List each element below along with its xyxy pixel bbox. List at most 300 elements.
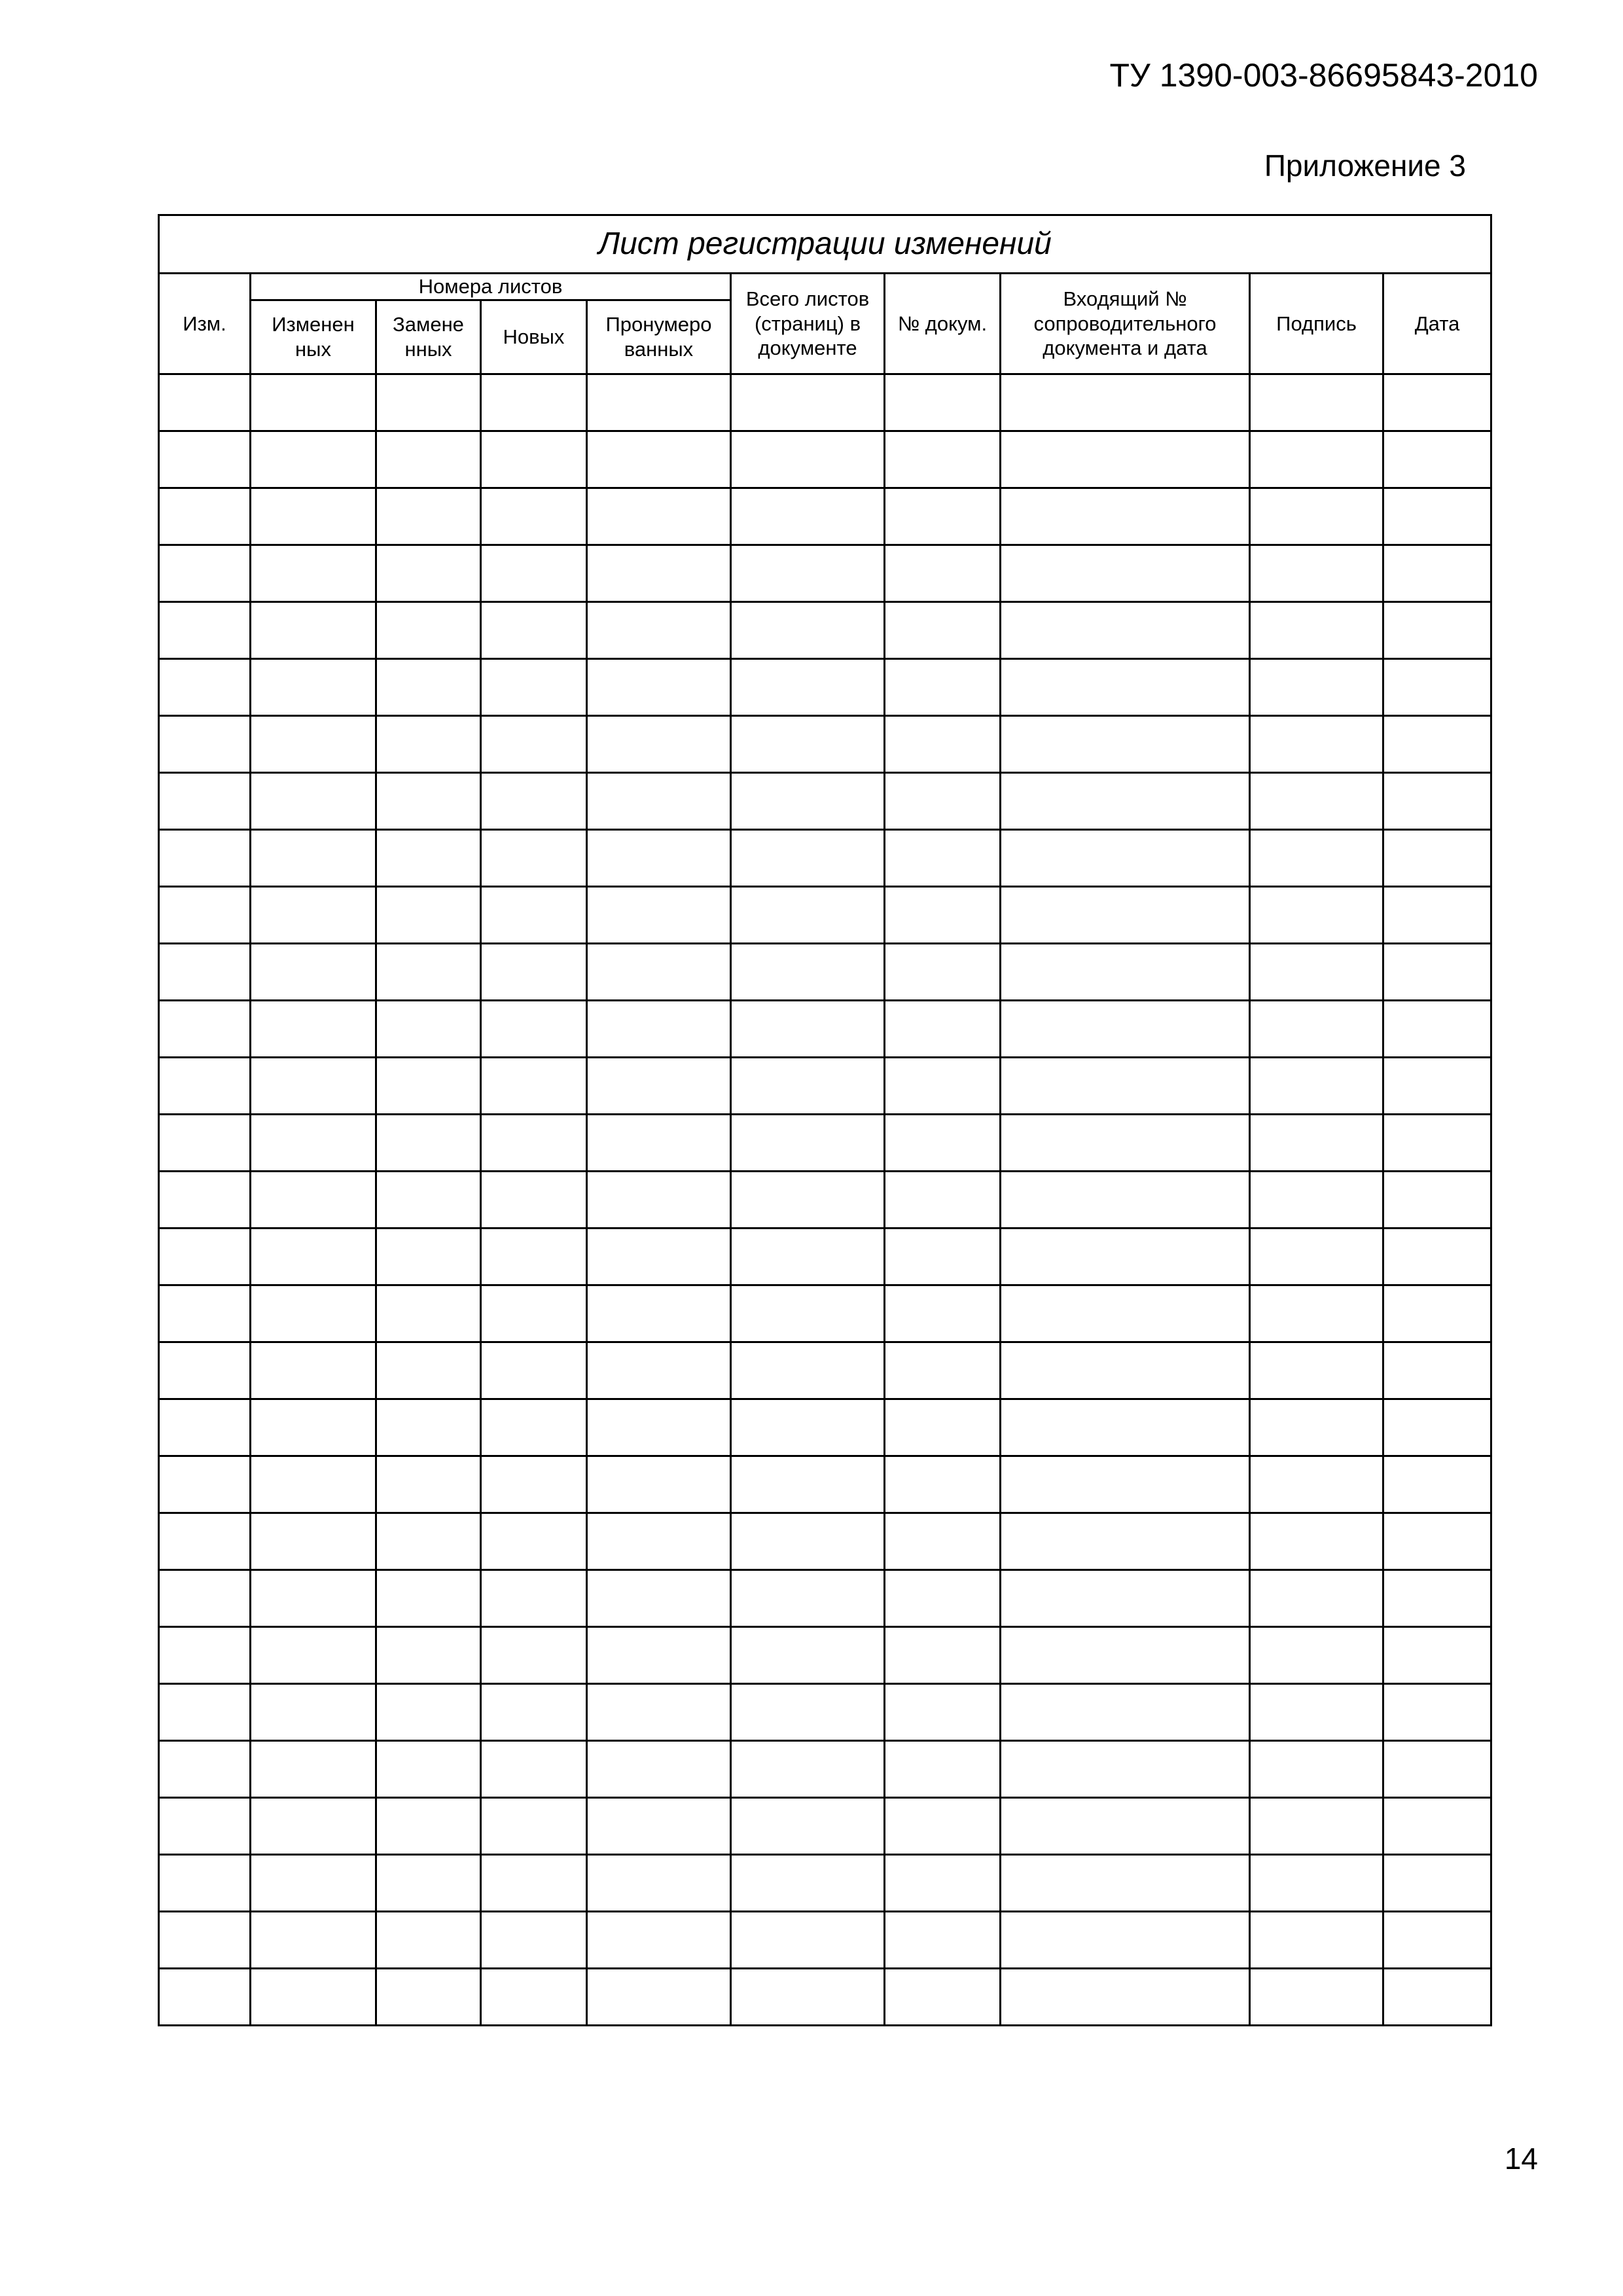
table-cell xyxy=(481,1626,587,1683)
table-cell xyxy=(251,545,376,601)
table-cell xyxy=(1001,715,1250,772)
table-cell xyxy=(1250,772,1383,829)
table-cell xyxy=(885,1911,1001,1968)
table-cell xyxy=(1001,829,1250,886)
table-cell xyxy=(251,1911,376,1968)
table-cell xyxy=(731,374,885,431)
table-cell xyxy=(1250,1000,1383,1057)
table-cell xyxy=(251,1740,376,1797)
table-cell xyxy=(376,658,481,715)
table-cell xyxy=(587,829,731,886)
table-cell xyxy=(481,1285,587,1342)
table-cell xyxy=(1001,1854,1250,1911)
table-cell xyxy=(251,772,376,829)
table-cell xyxy=(159,1626,251,1683)
table-row xyxy=(159,601,1491,658)
table-row xyxy=(159,1285,1491,1342)
table-cell xyxy=(376,829,481,886)
table-cell xyxy=(885,772,1001,829)
table-cell xyxy=(376,1057,481,1114)
table-cell xyxy=(376,772,481,829)
table-cell xyxy=(481,601,587,658)
table-cell xyxy=(481,1854,587,1911)
table-cell xyxy=(159,545,251,601)
table-cell xyxy=(481,1513,587,1570)
table-cell xyxy=(1383,1626,1491,1683)
table-cell xyxy=(481,886,587,943)
table-cell xyxy=(587,1285,731,1342)
table-cell xyxy=(481,1968,587,2025)
table-cell xyxy=(1001,1114,1250,1171)
table-cell xyxy=(1383,1171,1491,1228)
page-number: 14 xyxy=(1504,2142,1538,2176)
table-cell xyxy=(1383,1854,1491,1911)
table-cell xyxy=(376,1854,481,1911)
document-code: ТУ 1390-003-86695843-2010 xyxy=(1109,57,1538,94)
table-cell xyxy=(1001,1570,1250,1626)
table-cell xyxy=(481,1740,587,1797)
table-row xyxy=(159,431,1491,488)
table-cell xyxy=(731,1342,885,1399)
table-cell xyxy=(885,829,1001,886)
table-cell xyxy=(159,1797,251,1854)
header-incoming-document: Входящий № сопроводительного документа и дата xyxy=(1001,274,1250,374)
table-cell xyxy=(159,658,251,715)
table-cell xyxy=(1001,1513,1250,1570)
table-cell xyxy=(1250,1057,1383,1114)
table-cell xyxy=(1250,488,1383,545)
header-new: Новых xyxy=(481,300,587,374)
table-cell xyxy=(481,1399,587,1456)
table-cell xyxy=(159,1399,251,1456)
table-cell xyxy=(159,1285,251,1342)
table-cell xyxy=(885,1683,1001,1740)
table-cell xyxy=(251,658,376,715)
table-row xyxy=(159,886,1491,943)
table-cell xyxy=(251,829,376,886)
table-cell xyxy=(587,1911,731,1968)
table-cell xyxy=(159,1513,251,1570)
table-cell xyxy=(481,1114,587,1171)
table-cell xyxy=(885,1456,1001,1513)
table-cell xyxy=(1383,545,1491,601)
table-cell xyxy=(587,1456,731,1513)
table-cell xyxy=(885,1057,1001,1114)
table-cell xyxy=(1250,1285,1383,1342)
table-cell xyxy=(376,1171,481,1228)
table-cell xyxy=(376,1797,481,1854)
table-cell xyxy=(481,658,587,715)
table-cell xyxy=(159,715,251,772)
table-cell xyxy=(251,601,376,658)
table-row xyxy=(159,1854,1491,1911)
table-cell xyxy=(1001,1683,1250,1740)
table-cell xyxy=(731,1911,885,1968)
table-cell xyxy=(885,1626,1001,1683)
table-cell xyxy=(251,1000,376,1057)
table-cell xyxy=(159,943,251,1000)
table-cell xyxy=(159,829,251,886)
table-cell xyxy=(159,886,251,943)
table-cell xyxy=(731,1057,885,1114)
table-cell xyxy=(251,1513,376,1570)
table-cell xyxy=(376,943,481,1000)
table-cell xyxy=(731,658,885,715)
table-cell xyxy=(1383,658,1491,715)
table-cell xyxy=(885,1570,1001,1626)
table-cell xyxy=(1250,545,1383,601)
header-total-sheets: Всего листов (страниц) в документе xyxy=(731,274,885,374)
table-row xyxy=(159,1626,1491,1683)
table-cell xyxy=(376,1114,481,1171)
table-cell xyxy=(1001,1399,1250,1456)
table-cell xyxy=(731,1114,885,1171)
table-cell xyxy=(885,1342,1001,1399)
table-cell xyxy=(885,488,1001,545)
table-cell xyxy=(587,1740,731,1797)
table-cell xyxy=(1383,1740,1491,1797)
table-cell xyxy=(1250,1171,1383,1228)
table-cell xyxy=(731,1171,885,1228)
table-cell xyxy=(1383,1228,1491,1285)
table-cell xyxy=(587,545,731,601)
table-cell xyxy=(885,545,1001,601)
table-cell xyxy=(587,715,731,772)
table-cell xyxy=(376,1570,481,1626)
table-row xyxy=(159,1797,1491,1854)
table-cell xyxy=(376,886,481,943)
table-cell xyxy=(731,1626,885,1683)
table-cell xyxy=(885,1968,1001,2025)
table-cell xyxy=(1001,886,1250,943)
table-cell xyxy=(731,1285,885,1342)
table-cell xyxy=(481,1911,587,1968)
table-cell xyxy=(1250,374,1383,431)
table-cell xyxy=(481,943,587,1000)
table-cell xyxy=(587,1513,731,1570)
table-cell xyxy=(376,1399,481,1456)
table-cell xyxy=(731,1740,885,1797)
table-cell xyxy=(587,1114,731,1171)
table-cell xyxy=(1250,1513,1383,1570)
table-cell xyxy=(1383,715,1491,772)
table-cell xyxy=(731,1683,885,1740)
table-cell xyxy=(251,431,376,488)
table-cell xyxy=(481,1570,587,1626)
table-cell xyxy=(251,1968,376,2025)
table-cell xyxy=(885,658,1001,715)
table-cell xyxy=(587,1228,731,1285)
table-cell xyxy=(1001,1228,1250,1285)
table-cell xyxy=(731,715,885,772)
table-cell xyxy=(731,601,885,658)
table-row xyxy=(159,1740,1491,1797)
table-row xyxy=(159,1968,1491,2025)
table-cell xyxy=(159,772,251,829)
table-cell xyxy=(1383,886,1491,943)
header-sheet-numbers: Номера листов xyxy=(251,274,731,300)
table-cell xyxy=(159,431,251,488)
table-cell xyxy=(1001,1797,1250,1854)
table-row xyxy=(159,374,1491,431)
table-cell xyxy=(885,886,1001,943)
table-cell xyxy=(587,488,731,545)
table-body xyxy=(159,374,1491,2025)
table-row xyxy=(159,1228,1491,1285)
table-cell xyxy=(1383,943,1491,1000)
table-cell xyxy=(1001,601,1250,658)
table-cell xyxy=(251,1456,376,1513)
table-cell xyxy=(1001,1057,1250,1114)
table-cell xyxy=(159,488,251,545)
table-cell xyxy=(731,1968,885,2025)
table-cell xyxy=(481,488,587,545)
table-cell xyxy=(1250,1626,1383,1683)
table-cell xyxy=(159,1057,251,1114)
table-cell xyxy=(1001,1000,1250,1057)
table-cell xyxy=(1250,1114,1383,1171)
table-cell xyxy=(1001,1171,1250,1228)
table-cell xyxy=(731,1456,885,1513)
table-cell xyxy=(1383,1911,1491,1968)
table-cell xyxy=(1250,1228,1383,1285)
table-row xyxy=(159,829,1491,886)
table-cell xyxy=(159,1911,251,1968)
table-cell xyxy=(1250,886,1383,943)
table-cell xyxy=(159,1228,251,1285)
table-cell xyxy=(251,1342,376,1399)
table-cell xyxy=(481,1456,587,1513)
table-cell xyxy=(159,374,251,431)
table-cell xyxy=(159,1740,251,1797)
table-cell xyxy=(587,1057,731,1114)
table-cell xyxy=(376,1911,481,1968)
table-cell xyxy=(731,1000,885,1057)
table-cell xyxy=(481,1683,587,1740)
header-signature: Подпись xyxy=(1250,274,1383,374)
table-cell xyxy=(587,431,731,488)
table-cell xyxy=(1001,431,1250,488)
table-cell xyxy=(376,1683,481,1740)
table-cell xyxy=(1250,658,1383,715)
table-cell xyxy=(251,1171,376,1228)
table-cell xyxy=(159,1114,251,1171)
table-row xyxy=(159,1057,1491,1114)
table-row xyxy=(159,658,1491,715)
table-cell xyxy=(251,1057,376,1114)
table-cell xyxy=(159,1000,251,1057)
table-cell xyxy=(159,1854,251,1911)
table-cell xyxy=(1001,1456,1250,1513)
table-cell xyxy=(731,1854,885,1911)
change-registration-table xyxy=(158,214,1492,2026)
table-row xyxy=(159,715,1491,772)
table-cell xyxy=(481,829,587,886)
table-cell xyxy=(1383,1968,1491,2025)
table-cell xyxy=(885,1000,1001,1057)
table-cell xyxy=(159,1456,251,1513)
table-cell xyxy=(251,886,376,943)
table-cell xyxy=(587,601,731,658)
table-cell xyxy=(1383,374,1491,431)
table-cell xyxy=(376,1342,481,1399)
table-cell xyxy=(251,1114,376,1171)
header-renumbered: Пронумеро ванных xyxy=(587,300,731,374)
table-cell xyxy=(481,374,587,431)
table-cell xyxy=(587,886,731,943)
table-cell xyxy=(885,1171,1001,1228)
table-cell xyxy=(885,374,1001,431)
table-cell xyxy=(1383,1399,1491,1456)
table-cell xyxy=(731,488,885,545)
table-cell xyxy=(885,431,1001,488)
table-cell xyxy=(587,1000,731,1057)
table-cell xyxy=(731,1513,885,1570)
table-cell xyxy=(376,1740,481,1797)
table-cell xyxy=(1250,715,1383,772)
table-cell xyxy=(251,715,376,772)
table-row xyxy=(159,1342,1491,1399)
table-cell xyxy=(481,545,587,601)
table-row xyxy=(159,1570,1491,1626)
table-cell xyxy=(1383,431,1491,488)
table-cell xyxy=(1250,431,1383,488)
table-cell xyxy=(251,1854,376,1911)
table-cell xyxy=(251,1570,376,1626)
table-cell xyxy=(481,1342,587,1399)
table-cell xyxy=(376,1513,481,1570)
table-cell xyxy=(481,1057,587,1114)
table-cell xyxy=(1250,1342,1383,1399)
header-changed: Изменен ных xyxy=(251,300,376,374)
table-cell xyxy=(1250,1683,1383,1740)
table-cell xyxy=(1250,1854,1383,1911)
table-cell xyxy=(587,1968,731,2025)
table-cell xyxy=(587,772,731,829)
table-row xyxy=(159,1683,1491,1740)
table-cell xyxy=(159,1171,251,1228)
table-row xyxy=(159,1000,1491,1057)
table-cell xyxy=(159,1570,251,1626)
table-cell xyxy=(885,715,1001,772)
table-cell xyxy=(376,1000,481,1057)
table-cell xyxy=(587,1626,731,1683)
table-cell xyxy=(1001,943,1250,1000)
table-cell xyxy=(731,545,885,601)
table-cell xyxy=(1001,772,1250,829)
table-cell xyxy=(885,1854,1001,1911)
table-cell xyxy=(587,1399,731,1456)
table-cell xyxy=(885,1285,1001,1342)
table-cell xyxy=(159,1683,251,1740)
table-cell xyxy=(587,1797,731,1854)
table-cell xyxy=(1001,658,1250,715)
table-cell xyxy=(1001,1342,1250,1399)
table-cell xyxy=(587,374,731,431)
table-cell xyxy=(376,715,481,772)
table-cell xyxy=(1250,1911,1383,1968)
table-cell xyxy=(1383,1513,1491,1570)
table-cell xyxy=(1250,1456,1383,1513)
table-row xyxy=(159,1456,1491,1513)
table-cell xyxy=(376,1285,481,1342)
table-cell xyxy=(587,658,731,715)
table-cell xyxy=(731,886,885,943)
table-cell xyxy=(885,943,1001,1000)
table-cell xyxy=(376,545,481,601)
table-cell xyxy=(1001,1968,1250,2025)
table-cell xyxy=(1383,1114,1491,1171)
table-cell xyxy=(885,1740,1001,1797)
table-cell xyxy=(1250,829,1383,886)
table-cell xyxy=(251,1797,376,1854)
table-cell xyxy=(1250,1968,1383,2025)
table-cell xyxy=(1383,1570,1491,1626)
table-cell xyxy=(1001,1911,1250,1968)
header-date: Дата xyxy=(1383,274,1491,374)
table-cell xyxy=(1250,1399,1383,1456)
table-cell xyxy=(731,1228,885,1285)
table-row xyxy=(159,488,1491,545)
table-cell xyxy=(481,1171,587,1228)
table-cell xyxy=(1383,829,1491,886)
table-row xyxy=(159,1171,1491,1228)
table-cell xyxy=(587,1683,731,1740)
table-cell xyxy=(885,1513,1001,1570)
table-cell xyxy=(1383,1342,1491,1399)
table-cell xyxy=(481,715,587,772)
table-cell xyxy=(251,1285,376,1342)
table-cell xyxy=(376,431,481,488)
header-izm: Изм. xyxy=(159,274,251,374)
table-cell xyxy=(376,1626,481,1683)
table-title: Лист регистрации изменений xyxy=(159,215,1491,274)
table-cell xyxy=(376,374,481,431)
table-cell xyxy=(1250,1740,1383,1797)
table-cell xyxy=(587,1570,731,1626)
table-cell xyxy=(481,1797,587,1854)
table-cell xyxy=(1001,545,1250,601)
table-cell xyxy=(1383,1057,1491,1114)
table-cell xyxy=(159,601,251,658)
table-cell xyxy=(885,601,1001,658)
table-cell xyxy=(376,1456,481,1513)
table-cell xyxy=(885,1797,1001,1854)
table-cell xyxy=(1383,601,1491,658)
table-cell xyxy=(1250,601,1383,658)
table-cell xyxy=(1250,943,1383,1000)
table-cell xyxy=(587,1342,731,1399)
table-cell xyxy=(376,1968,481,2025)
table-cell xyxy=(251,374,376,431)
table-row xyxy=(159,1513,1491,1570)
table-cell xyxy=(731,1797,885,1854)
table-cell xyxy=(885,1228,1001,1285)
appendix-label: Приложение 3 xyxy=(1264,149,1466,183)
table-cell xyxy=(481,772,587,829)
table-cell xyxy=(731,829,885,886)
table-cell xyxy=(1001,374,1250,431)
table-row xyxy=(159,943,1491,1000)
header-doc-number: № докум. xyxy=(885,274,1001,374)
table-cell xyxy=(376,1228,481,1285)
table-cell xyxy=(251,488,376,545)
table-cell xyxy=(1383,1000,1491,1057)
table-row xyxy=(159,1399,1491,1456)
table-cell xyxy=(251,1228,376,1285)
table-cell xyxy=(1250,1570,1383,1626)
table-cell xyxy=(731,1399,885,1456)
